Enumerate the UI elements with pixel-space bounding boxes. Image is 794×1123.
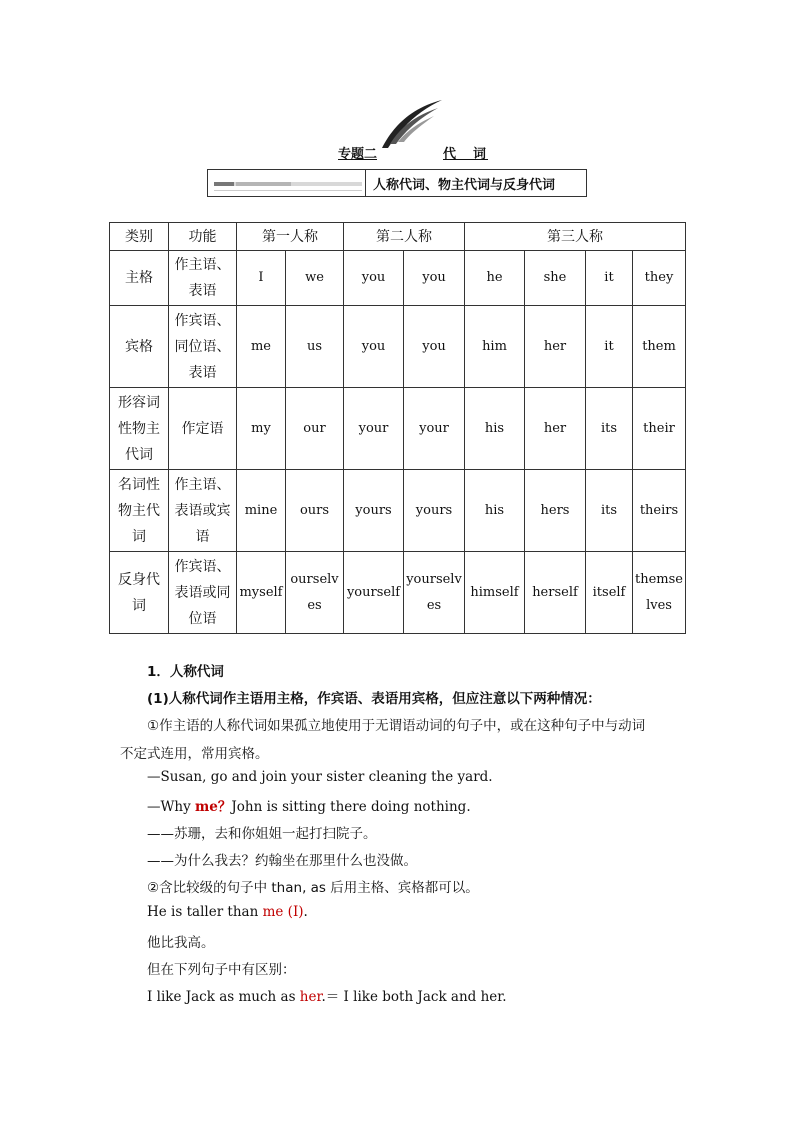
pronoun-cell: herself (525, 552, 586, 634)
banner-decoration (208, 170, 366, 196)
function-cell: 作定语 (169, 388, 237, 470)
pronoun-cell: yours (344, 470, 404, 552)
header-cell: 功能 (169, 223, 237, 251)
pronoun-cell: you (344, 251, 404, 306)
pronoun-cell: her (525, 388, 586, 470)
example-1-cn: ——苏珊，去和你姐姐一起打扫院子。 (147, 826, 377, 842)
pronoun-cell: I (237, 251, 286, 306)
pronoun-cell: ourselves (286, 552, 344, 634)
pronoun-cell: her (525, 306, 586, 388)
example-1-en: —Susan, go and join your sister cleaning the yard. (147, 769, 493, 785)
pronoun-cell: himself (465, 552, 525, 634)
example-4-en: I like Jack as much as her.＝ I like both Jack and her. (147, 989, 507, 1005)
header-cell: 第三人称 (465, 223, 686, 251)
case-1-line-1: ①作主语的人称代词如果孤立地使用于无谓语动词的句子中，或在这种句子中与动词 (147, 718, 646, 734)
topic-label: 专题二 (338, 147, 378, 162)
table-header-row (110, 223, 686, 251)
section-banner (207, 169, 587, 197)
pronoun-cell: you (344, 306, 404, 388)
pronoun-cell: hers (525, 470, 586, 552)
example-2-cn: ——为什么我去？约翰坐在那里什么也没做。 (147, 853, 417, 869)
pronoun-cell: your (344, 388, 404, 470)
pronoun-cell: themselves (633, 552, 686, 634)
header-cell: 第一人称 (237, 223, 344, 251)
swoosh-logo-icon (380, 98, 444, 150)
pronoun-cell: me (237, 306, 286, 388)
table-row (110, 388, 686, 470)
function-cell: 作主语、表语 (169, 251, 237, 306)
category-cell: 形容词性物主代词 (110, 388, 169, 470)
pronoun-table (109, 222, 686, 634)
pronoun-cell: theirs (633, 470, 686, 552)
header-cell: 类别 (110, 223, 169, 251)
case-3: 但在下列句子中有区别： (147, 962, 296, 978)
pronoun-cell: their (633, 388, 686, 470)
table-row (110, 552, 686, 634)
category-cell: 主格 (110, 251, 169, 306)
pronoun-cell: it (586, 251, 633, 306)
pronoun-cell: us (286, 306, 344, 388)
pronoun-cell: yourself (344, 552, 404, 634)
pronoun-cell: itself (586, 552, 633, 634)
table-row (110, 306, 686, 388)
pronoun-cell: them (633, 306, 686, 388)
pronoun-cell: yourselves (404, 552, 465, 634)
rule-1: (1)人称代词作主语用主格，作宾语、表语用宾格，但应注意以下两种情况： (147, 691, 601, 707)
case-1-line-2: 不定式连用，常用宾格。 (120, 746, 269, 762)
function-cell: 作宾语、表语或同位语 (169, 552, 237, 634)
pronoun-cell: my (237, 388, 286, 470)
pronoun-cell: him (465, 306, 525, 388)
pronoun-cell: we (286, 251, 344, 306)
pronoun-cell: its (586, 388, 633, 470)
case-2: ②含比较级的句子中 than, as 后用主格、宾格都可以。 (147, 880, 479, 896)
category-cell: 反身代词 (110, 552, 169, 634)
table-row (110, 470, 686, 552)
topic-name: 代 词 (443, 147, 489, 162)
function-cell: 作主语、表语或宾语 (169, 470, 237, 552)
pronoun-cell: she (525, 251, 586, 306)
pronoun-cell: he (465, 251, 525, 306)
pronoun-cell: you (404, 251, 465, 306)
pronoun-cell: mine (237, 470, 286, 552)
pronoun-cell: you (404, 306, 465, 388)
category-cell: 名词性物主代词 (110, 470, 169, 552)
function-cell: 作宾语、同位语、表语 (169, 306, 237, 388)
header-cell: 第二人称 (344, 223, 465, 251)
pronoun-cell: our (286, 388, 344, 470)
pronoun-cell: they (633, 251, 686, 306)
example-2-en: —Why me？John is sitting there doing nothing. (147, 799, 471, 815)
pronoun-cell: his (465, 470, 525, 552)
example-3-cn: 他比我高。 (147, 935, 215, 951)
pronoun-cell: his (465, 388, 525, 470)
example-3-en: He is taller than me (I). (147, 904, 308, 920)
pronoun-cell: its (586, 470, 633, 552)
category-cell: 宾格 (110, 306, 169, 388)
banner-label: 人称代词、物主代词与反身代词 (373, 178, 556, 193)
pronoun-cell: yours (404, 470, 465, 552)
pronoun-cell: ours (286, 470, 344, 552)
table-row (110, 251, 686, 306)
pronoun-cell: it (586, 306, 633, 388)
section-heading: 1．人称代词 (147, 664, 224, 680)
pronoun-cell: myself (237, 552, 286, 634)
pronoun-cell: your (404, 388, 465, 470)
